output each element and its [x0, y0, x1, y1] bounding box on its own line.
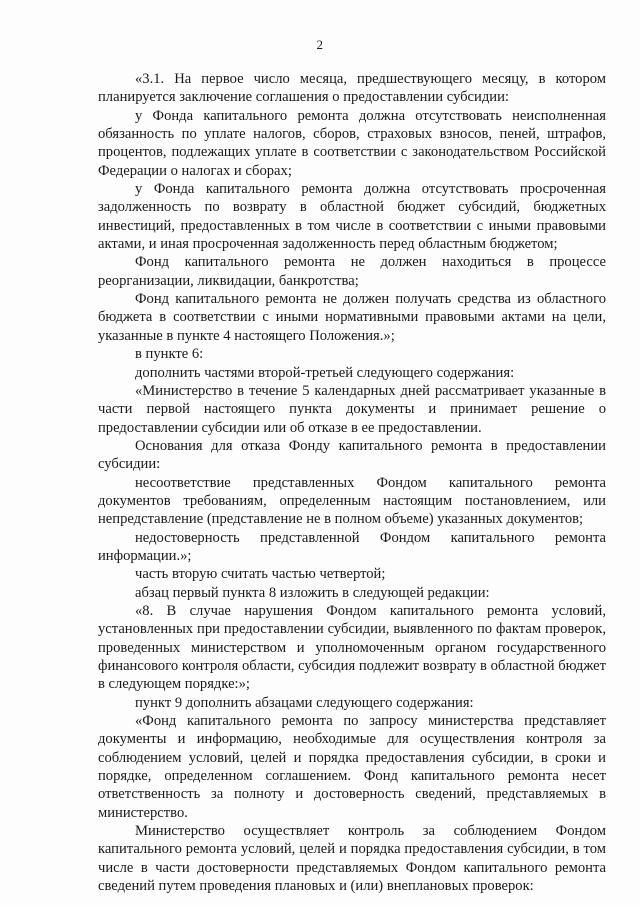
paragraph-ministry-control: Министерство осуществляет контроль за соблюдением Фондом капитального ремонта условий, целей и порядка предоставления субсидии, в том числе в части достоверности представляемых Фондом капитального ремонта сведений путем проведения плановых и (или) внеплановых проверок: — [98, 823, 606, 895]
paragraph-add-parts: дополнить частями второй-третьей следующего содержания: — [135, 364, 515, 381]
paragraph-tax-obligation: у Фонда капитального ремонта должна отсутствовать неисполненная обязанность по уплате налогов, сборов, страховых взносов, пеней, штрафов, процентов, подлежащих уплате в соответствии с законодательством Российской Федерации о налогах и сборах; — [98, 107, 606, 179]
paragraph-unreliability: недостоверность представленной Фондом капитального ремонта информации.»; — [98, 529, 606, 564]
page-number: 2 — [316, 37, 324, 52]
paragraph-clause-8-text: «8. В случае нарушения Фондом капитального ремонта условий, установленных при предоставлении субсидии, выявленного по фактам проверок, проведенных министерством и уполномоченным органом государственного финансового контроля области, субсидия подлежит возврату в областной бюджет в следующем порядке:»; — [98, 602, 606, 693]
paragraph-ministry-review: «Министерство в течение 5 календарных дней рассматривает указанные в части первой настоящего пункта документы и принимает решение о предоставлении субсидии или об отказе в ее предоставлении. — [98, 382, 606, 436]
paragraph-clause-8-header: абзац первый пункта 8 изложить в следующей редакции: — [135, 584, 490, 601]
paragraph-refusal-grounds: Основания для отказа Фонду капитального ремонта в предоставлении субсидии: — [98, 437, 606, 473]
paragraph-renumber: часть вторую считать частью четвертой; — [135, 566, 386, 583]
paragraph-reorganization: Фонд капитального ремонта не должен находиться в процессе реорганизации, ликвидации, банкротства; — [98, 254, 606, 289]
paragraph-overdue-debt: у Фонда капитального ремонта должна отсутствовать просроченная задолженность по возврату в областной бюджет субсидий, бюджетных инвестиций, предоставленных в том числе в соответствии с иными правовыми актами, и иная просроченная задолженность перед областным бюджетом; — [98, 181, 606, 253]
document-body — [98, 70, 606, 895]
paragraph-fund-reporting: «Фонд капитального ремонта по запросу министерства представляет документы и информацию, необходимые для осуществления контроля за соблюдением условий, целей и порядка предоставления субсидии, в сроки и порядке, определенном соглашением. Фонд капитального ремонта несет ответственность за полноту и достоверность сведений, представляемых в министерство. — [98, 713, 606, 821]
paragraph-noncompliance: несоответствие представленных Фондом капитального ремонта документов требованиям, определенным настоящим постановлением, или непредставление (представление не в полном объеме) указанных документов; — [98, 474, 606, 528]
paragraph-3-1-intro: «3.1. На первое число месяца, предшествующего месяцу, в котором планируется заключение соглашения о предоставлении субсидии: — [98, 71, 606, 106]
paragraph-clause-9-header: пункт 9 дополнить абзацами следующего содержания: — [135, 694, 474, 711]
paragraph-other-funding: Фонд капитального ремонта не должен получать средства из областного бюджета в соответствии с иными нормативными правовыми актами на цели, указанные в пункте 4 настоящего Положения.»; — [98, 291, 606, 344]
paragraph-clause-6: в пункте 6: — [135, 346, 204, 363]
